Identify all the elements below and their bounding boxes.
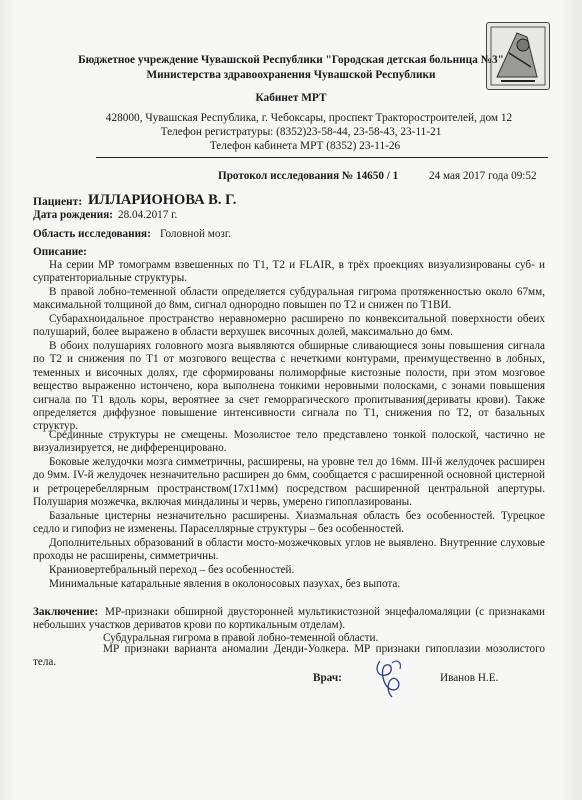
description-paragraph — [33, 510, 545, 537]
conclusion-text: МР-признаки обширной двусторонней мультикистозной энцефаломаляции (с признаками небольших участков дериватов крови по кортикальным отделам). — [33, 606, 545, 632]
description-paragraph — [33, 429, 545, 456]
patient-label: Пациент: — [33, 196, 83, 208]
description-paragraph — [33, 340, 545, 434]
paragraph-text: В правой лобно-теменной области определяется субдуральная гигрома протяженностью около 67мм, максимальной толщиной до 8мм, сигнал однородно повышен по Т2 и снижен по Т1ВИ. — [33, 286, 545, 312]
area-value: Головной мозг. — [160, 228, 231, 240]
paragraph-text: Срединные структуры не смещены. Мозолистое тело представлено тонкой полоской, частично не визуализируется, не дифференцировано. — [33, 429, 545, 455]
description-heading: Описание: — [33, 246, 87, 258]
patient-name: ИЛЛАРИОНОВА В. Г. — [88, 192, 237, 208]
area-label: Область исследования: — [33, 228, 151, 240]
conclusion-line3 — [33, 643, 545, 670]
doctor-name: Иванов Н.Е. — [440, 672, 499, 684]
conclusion-line2: Субдуральная гигрома в правой лобно-теменной области. — [103, 632, 379, 644]
paragraph-text: Боковые желудочки мозга симметричны, расширены, на уровне тел до 16мм. III-й желудочек расширен до 9мм. IV-й желудочек незначительно расширен до 6мм, сообщается с расширенной основной цистерной и ретроцеребеллярным пространством(17х11мм) посредством расширенной центральной апертуры. Полушария мозжечка, включая миндалины и червь, умерено гипоплазированы. — [33, 456, 545, 509]
description-paragraph — [33, 537, 545, 564]
ministry-title: Министерства здравоохранения Чувашской Республики — [146, 69, 436, 81]
registry-phone: Телефон регистратуры: (8352)23-58-44, 23-58-43, 23-11-21 — [160, 126, 442, 138]
protocol-title: Протокол исследования № 14650 / 1 — [218, 170, 399, 182]
protocol-datetime: 24 мая 2017 года 09:52 — [429, 170, 537, 182]
doctor-label: Врач: — [313, 672, 342, 684]
dob-value: 28.04.2017 г. — [118, 209, 178, 221]
mri-phone: Телефон кабинета МРТ (8352) 23-11-26 — [209, 140, 401, 152]
dob-label: Дата рождения: — [33, 209, 113, 221]
conclusion-line1 — [33, 606, 545, 633]
conclusion-label: Заключение: — [33, 606, 99, 618]
description-paragraph — [33, 456, 545, 510]
institution-title: Бюджетное учреждение Чувашской Республики "Городская детская больница №3" — [78, 54, 504, 66]
paragraph-text: Субарахноидальное пространство неравномерно расширено по конвекситальной поверхности обеих полушарий, более выражено в области верхушек височных долей, максимально до 6мм. — [33, 313, 545, 339]
description-paragraph — [33, 313, 545, 340]
description-paragraph — [33, 564, 545, 577]
header-divider — [96, 157, 548, 158]
paragraph-text: Минимальные катаральные явления в околоносовых пазухах, без выпота. — [49, 578, 401, 590]
signature-scribble — [372, 655, 410, 701]
paragraph-text: В обоих полушариях головного мозга выявляются обширные сливающиеся зоны повышения сигнала по Т2 и снижения по Т1 от мозгового вещества с нечеткими контурами, преимущественно в лобных, теменных и височных долях, где сформированы полиморфные кистозные полости, при этом мозговое вещество выраженно истончено, кора выполнена тонкими неровными полосками, с зонами повышения сигнала по Т1 вдоль коры, вероятнее за счет геморрагического пропитывания(дериваты крови). Также определяется диффузное повышение интенсивности сигнала по Т1, снижения по Т2, от базальных структур. — [33, 340, 545, 433]
conclusion-text: МР признаки варианта аномалии Денди-Уолкера. МР признаки гипоплазии мозолистого тела. — [33, 643, 545, 669]
description-paragraph — [33, 286, 545, 313]
paragraph-text: На серии МР томограмм взвешенных по T1, T2 и FLAIR, в трёх проекциях визуализированы суб- и супратенториальные структуры. — [33, 259, 545, 285]
paragraph-text: Дополнительных образований в области мосто-мозжечковых углов не выявлено. Внутренние слуховые проходы не расширены, симметричны. — [33, 537, 545, 563]
description-paragraph — [33, 578, 545, 591]
address-line: 428000, Чувашская Республика, г. Чебоксары, проспект Тракторостроителей, дом 12 — [105, 112, 513, 124]
department-title: Кабинет МРТ — [255, 92, 327, 104]
paragraph-text: Базальные цистерны незначительно расширены. Хиазмальная область без особенностей. Турецкое седло и гипофиз не изменены. Параселлярные структуры – без особенностей. — [33, 510, 545, 536]
description-paragraph — [33, 259, 545, 286]
paragraph-text: Краниовертебральный переход – без особенностей. — [49, 564, 295, 576]
